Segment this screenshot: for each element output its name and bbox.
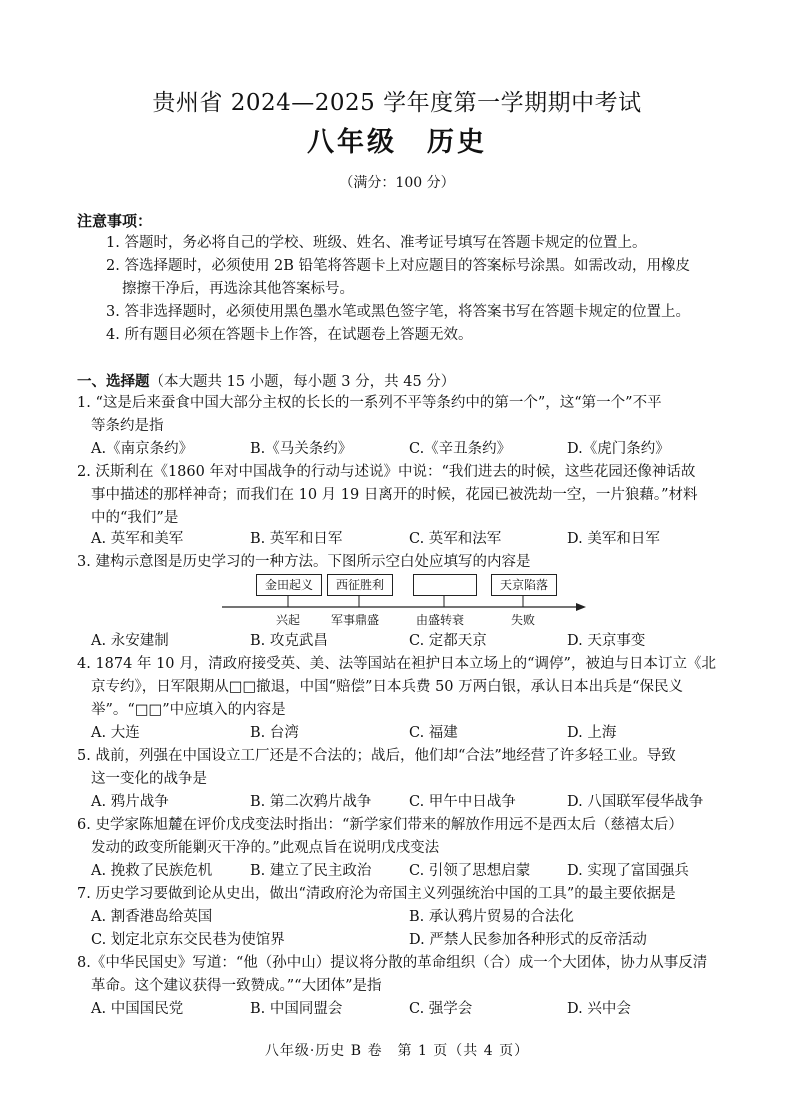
exam-title: 贵州省 2024—2025 学年度第一学期期中考试 bbox=[152, 90, 642, 116]
question-stem-cont: 中的“我们”是 bbox=[91, 510, 179, 526]
notice-item-2: 2. 答选择题时，必须使用 2B 铅笔将答题卡上对应题目的答案标号涂黑。如需改动，用橡皮 bbox=[106, 258, 691, 274]
option-d: D.《虎门条约》 bbox=[567, 441, 670, 457]
option-d: D. 兴中会 bbox=[567, 1001, 631, 1017]
notice-item-2-cont: 擦擦干净后，再选涂其他答案标号。 bbox=[122, 281, 354, 297]
option-b: B. 第二次鸦片战争 bbox=[250, 794, 372, 810]
notice-item-4: 4. 所有题目必须在答题卡上作答，在试题卷上答题无效。 bbox=[106, 327, 473, 343]
notice-item-3: 3. 答非选择题时，必须使用黑色墨水笔或黑色签字笔，将答案书写在答题卡规定的位置上。 bbox=[106, 304, 690, 320]
question-stem: 8.《中华民国史》写道：“他（孙中山）提议将分散的革命组织（合）成一个大团体，协力从事反清 bbox=[77, 955, 708, 971]
question-stem-cont: 京专约》，日军限期从□□撤退，中国“赔偿”日本兵费 50 万两白银，承认日本出兵是“保民义 bbox=[91, 679, 684, 695]
page-footer: 八年级·历史 B 卷 第 1 页（共 4 页） bbox=[264, 1043, 530, 1059]
question-7 bbox=[77, 883, 727, 906]
option-a: A. 鸦片战争 bbox=[91, 794, 169, 810]
question-stem: 4. 1874 年 10 月，清政府接受英、美、法等国站在袒护日本立场上的“调停”，被迫与日本订立《北 bbox=[77, 656, 716, 672]
timeline-box: 金田起义 bbox=[256, 574, 322, 596]
question-8-options bbox=[91, 998, 741, 1021]
question-stem: 1. “这是后来蚕食中国大部分主权的长长的一系列不平等条约中的第一个”，这“第一个”不平 bbox=[77, 395, 662, 411]
option-d: D. 实现了富国强兵 bbox=[567, 863, 689, 879]
option-d: D. 严禁人民参加各种形式的反帝活动 bbox=[409, 932, 647, 948]
option-b: B. 英军和日军 bbox=[250, 531, 343, 547]
question-6-options bbox=[91, 860, 741, 883]
question-7-options-row-1 bbox=[91, 906, 741, 929]
question-stem-cont: 事中描述的那样神奇；而我们在 10 月 19 日离开的时候，花园已被洗劫一空，一片狼藉。”材料 bbox=[91, 487, 698, 503]
notice-title: 注意事项： bbox=[77, 212, 153, 230]
question-stem: 5. 战前，列强在中国设立工厂还是不合法的；战后，他们却“合法”地经营了许多轻工业。导致 bbox=[77, 748, 676, 764]
question-6 bbox=[77, 814, 727, 860]
section-note: （本大题共 15 小题，每小题 3 分，共 45 分） bbox=[149, 374, 456, 390]
question-1 bbox=[77, 392, 727, 438]
option-c: C. 定都天京 bbox=[409, 633, 487, 649]
question-4-options bbox=[91, 722, 741, 745]
option-a: A. 永安建制 bbox=[91, 633, 169, 649]
question-stem-cont: 等条约是指 bbox=[91, 418, 164, 434]
question-stem: 3. 建构示意图是历史学习的一种方法。下图所示空白处应填写的内容是 bbox=[77, 554, 531, 570]
section-title: 一、选择题 bbox=[77, 374, 150, 390]
option-d: D. 天京事变 bbox=[567, 633, 646, 649]
question-stem-cont: 革命。这个建议获得一致赞成。”“大团体”是指 bbox=[91, 978, 382, 994]
option-b: B.《马关条约》 bbox=[250, 441, 353, 457]
option-c: C. 福建 bbox=[409, 725, 458, 741]
option-a: A. 割香港岛给英国 bbox=[91, 909, 213, 925]
option-b: B. 台湾 bbox=[250, 725, 299, 741]
option-d: D. 美军和日军 bbox=[567, 531, 660, 547]
option-c: C. 划定北京东交民巷为使馆界 bbox=[91, 932, 285, 948]
option-c: C. 英军和法军 bbox=[409, 531, 502, 547]
option-c: C. 强学会 bbox=[409, 1001, 473, 1017]
option-a: A. 英军和美军 bbox=[91, 531, 184, 547]
question-2-options bbox=[91, 528, 741, 551]
option-a: A. 大连 bbox=[91, 725, 140, 741]
option-b: B. 中国同盟会 bbox=[250, 1001, 343, 1017]
notice-item-1: 1. 答题时，务必将自己的学校、班级、姓名、准考证号填写在答题卡规定的位置上。 bbox=[106, 235, 647, 251]
timeline-label: 由盛转衰 bbox=[416, 613, 465, 627]
option-b: B. 建立了民主政治 bbox=[250, 863, 372, 879]
question-stem: 6. 史学家陈旭麓在评价戊戌变法时指出：“新学家们带来的解放作用远不是西太后（慈禧太后） bbox=[77, 817, 683, 833]
section-heading bbox=[77, 370, 455, 391]
question-3-options bbox=[91, 630, 741, 653]
option-a: A. 中国国民党 bbox=[91, 1001, 184, 1017]
option-d: D. 上海 bbox=[567, 725, 617, 741]
question-4 bbox=[77, 653, 727, 722]
timeline-label: 兴起 bbox=[276, 613, 301, 627]
option-a: A. 挽救了民族危机 bbox=[91, 863, 213, 879]
question-stem: 2. 沃斯利在《1860 年对中国战争的行动与述说》中说：“我们进去的时候，这些花园还像神话故 bbox=[77, 464, 696, 480]
question-8 bbox=[77, 952, 727, 998]
question-5-options bbox=[91, 791, 741, 814]
option-b: B. 承认鸦片贸易的合法化 bbox=[409, 909, 574, 925]
question-stem-cont: 举”。“□□”中应填入的内容是 bbox=[91, 702, 286, 718]
timeline-label: 军事鼎盛 bbox=[331, 613, 380, 627]
option-c: C. 甲午中日战争 bbox=[409, 794, 516, 810]
exam-subtitle: 八年级 历史 bbox=[307, 127, 487, 158]
question-7-options-row-2 bbox=[91, 929, 741, 952]
timeline-box: 西征胜利 bbox=[327, 574, 393, 596]
timeline-label: 失败 bbox=[511, 613, 536, 627]
question-stem-cont: 这一变化的战争是 bbox=[91, 771, 207, 787]
question-1-options bbox=[91, 438, 741, 461]
question-5 bbox=[77, 745, 727, 791]
option-b: B. 攻克武昌 bbox=[250, 633, 328, 649]
option-c: C.《辛丑条约》 bbox=[409, 441, 512, 457]
full-score: （满分：100 分） bbox=[339, 175, 455, 191]
question-2 bbox=[77, 461, 727, 530]
option-a: A.《南京条约》 bbox=[91, 441, 194, 457]
timeline-diagram bbox=[220, 570, 600, 626]
option-d: D. 八国联军侵华战争 bbox=[567, 794, 704, 810]
question-stem-cont: 发动的政变所能剿灭干净的。”此观点旨在说明戊戌变法 bbox=[91, 840, 440, 856]
option-c: C. 引领了思想启蒙 bbox=[409, 863, 531, 879]
question-stem: 7. 历史学习要做到论从史出，做出“清政府沦为帝国主义列强统治中国的工具”的最主要依据是 bbox=[77, 886, 676, 902]
timeline-box: 天京陷落 bbox=[491, 574, 557, 596]
